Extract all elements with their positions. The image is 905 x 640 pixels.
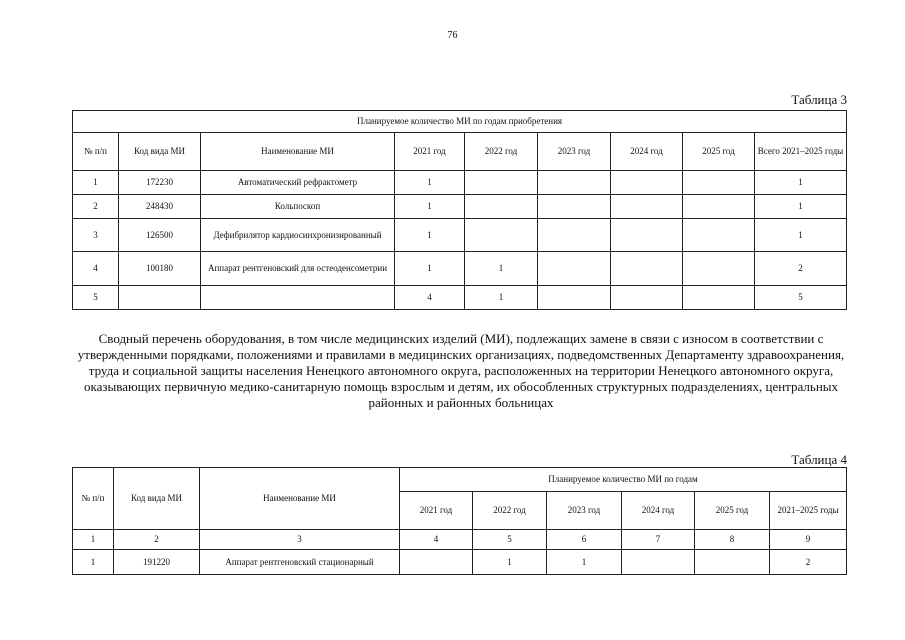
table4-cell: 191220 bbox=[114, 550, 200, 575]
table3-cell bbox=[611, 219, 683, 252]
table3-cell bbox=[119, 286, 201, 310]
table3-cell: 3 bbox=[73, 219, 119, 252]
table3-header-cell: 2025 год bbox=[683, 133, 755, 171]
table3-header-cell: 2024 год bbox=[611, 133, 683, 171]
table3-cell bbox=[683, 252, 755, 286]
table3-cell: 1 bbox=[395, 252, 465, 286]
table3-cell: 1 bbox=[395, 219, 465, 252]
table3-cell bbox=[201, 286, 395, 310]
table3-header-cell: 2022 год bbox=[465, 133, 538, 171]
table3-cell bbox=[538, 286, 611, 310]
table3-header-cell: Код вида МИ bbox=[119, 133, 201, 171]
table4-header-cell: 2022 год bbox=[473, 492, 547, 530]
table-row bbox=[73, 219, 847, 252]
table3-cell bbox=[465, 219, 538, 252]
table3-cell: 1 bbox=[395, 171, 465, 195]
table3-cell: 1 bbox=[465, 286, 538, 310]
table4-caption: Таблица 4 bbox=[791, 452, 847, 467]
table4-number-cell: 3 bbox=[200, 530, 400, 550]
table4-header-cell: Наименование МИ bbox=[200, 468, 400, 530]
table3-cell: 100180 bbox=[119, 252, 201, 286]
list-heading: Сводный перечень оборудования, в том числе медицинских изделий (МИ), подлежащих замене в связи с износом в соответствии с утвержденными порядками, положениями и правилами в медицинских организациях, подведомственных Департаменту здравоохранения, труда и социальной защиты населения Ненецкого автономного округа, расположенных на территории Ненецкого автономного округа, оказывающих первичную медико-санитарную помощь взрослым и детям, их обособленных структурных подразделениях, центральных районных и районных больницах bbox=[77, 331, 845, 410]
table3-cell: 1 bbox=[465, 252, 538, 286]
table4-number-cell: 5 bbox=[473, 530, 547, 550]
table4-number-cell: 8 bbox=[695, 530, 770, 550]
table3-cell: 4 bbox=[395, 286, 465, 310]
table3-cell bbox=[683, 171, 755, 195]
table3-header-cell: Наименование МИ bbox=[201, 133, 395, 171]
table4-header-cell: Код вида МИ bbox=[114, 468, 200, 530]
table4-number-cell: 7 bbox=[622, 530, 695, 550]
table4-header-cell: 2021 год bbox=[400, 492, 473, 530]
table4-cell: 2 bbox=[770, 550, 847, 575]
table4-number-cell: 6 bbox=[547, 530, 622, 550]
table3-caption: Таблица 3 bbox=[791, 92, 847, 107]
table3-cell: 1 bbox=[73, 171, 119, 195]
page-number: 76 bbox=[447, 30, 458, 41]
table-row bbox=[73, 530, 847, 550]
table-row bbox=[73, 195, 847, 219]
table3-cell: 2 bbox=[73, 195, 119, 219]
table-row bbox=[73, 286, 847, 310]
table4-group-header: Планируемое количество МИ по годам bbox=[400, 468, 847, 492]
table3-cell: 1 bbox=[755, 219, 847, 252]
table3-header-cell: 2021 год bbox=[395, 133, 465, 171]
table4-cell bbox=[695, 550, 770, 575]
table4-header-cell: 2023 год bbox=[547, 492, 622, 530]
table4-number-cell: 9 bbox=[770, 530, 847, 550]
table3-cell: 1 bbox=[755, 195, 847, 219]
table3-cell bbox=[465, 195, 538, 219]
table3-cell bbox=[611, 171, 683, 195]
table3-cell: 248430 bbox=[119, 195, 201, 219]
table3-cell bbox=[465, 171, 538, 195]
table4-header-cell: № п/п bbox=[73, 468, 114, 530]
table3-cell bbox=[683, 286, 755, 310]
table4-number-cell: 1 bbox=[73, 530, 114, 550]
table3-cell: 5 bbox=[73, 286, 119, 310]
table3-cell: 172230 bbox=[119, 171, 201, 195]
table4-number-cell: 4 bbox=[400, 530, 473, 550]
table4-cell: 1 bbox=[547, 550, 622, 575]
table3-header-cell: Всего 2021–2025 годы bbox=[755, 133, 847, 171]
table3-cell: 1 bbox=[755, 171, 847, 195]
table4-header-cell: 2025 год bbox=[695, 492, 770, 530]
table4-header-cell: 2021–2025 годы bbox=[770, 492, 847, 530]
table3-cell bbox=[611, 286, 683, 310]
table3-cell bbox=[538, 195, 611, 219]
table3-cell: Автоматический рефрактометр bbox=[201, 171, 395, 195]
table3-header-cell: № п/п bbox=[73, 133, 119, 171]
table4-cell: Аппарат рентгеновский стационарный bbox=[200, 550, 400, 575]
table4-cell bbox=[400, 550, 473, 575]
table3-cell bbox=[611, 252, 683, 286]
table-row bbox=[73, 252, 847, 286]
table3-cell: 5 bbox=[755, 286, 847, 310]
table3-cell: 2 bbox=[755, 252, 847, 286]
table4-number-cell: 2 bbox=[114, 530, 200, 550]
table3-group-header: Планируемое количество МИ по годам приобретения bbox=[73, 111, 847, 133]
table4-header-cell: 2024 год bbox=[622, 492, 695, 530]
table4-cell: 1 bbox=[473, 550, 547, 575]
table-row bbox=[73, 171, 847, 195]
table3-header-cell: 2023 год bbox=[538, 133, 611, 171]
table3-cell: 1 bbox=[395, 195, 465, 219]
table3-cell: Кольпоскоп bbox=[201, 195, 395, 219]
table3-cell: Аппарат рентгеновский для остеоденсометрии bbox=[201, 252, 395, 286]
table4-cell: 1 bbox=[73, 550, 114, 575]
table-4 bbox=[72, 467, 847, 575]
table3-cell: Дефибрилятор кардиосинхронизированный bbox=[201, 219, 395, 252]
table-3 bbox=[72, 110, 847, 310]
table3-cell bbox=[683, 195, 755, 219]
table3-cell bbox=[538, 171, 611, 195]
table3-cell: 126500 bbox=[119, 219, 201, 252]
table3-cell bbox=[538, 219, 611, 252]
table3-cell: 4 bbox=[73, 252, 119, 286]
table-row bbox=[73, 550, 847, 575]
table3-cell bbox=[538, 252, 611, 286]
table3-cell bbox=[683, 219, 755, 252]
table3-cell bbox=[611, 195, 683, 219]
table4-cell bbox=[622, 550, 695, 575]
